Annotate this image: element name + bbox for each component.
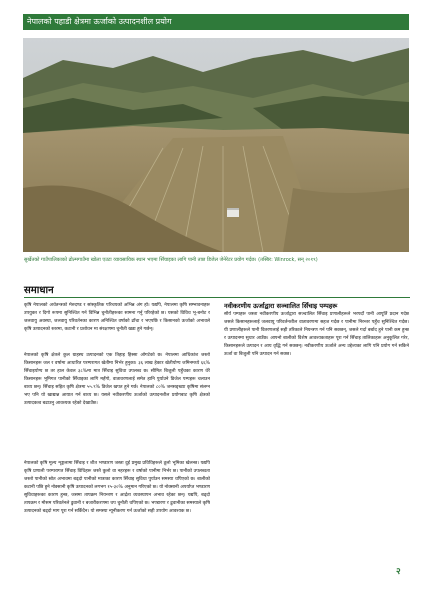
- right-paragraph-1: सौर्य पम्पहरू जस्ता नवीकरणीय ऊर्जाद्वारा सञ्चालित सिँचाइ प्रणालीहरूले भरपर्दो पानी आपूर्ति प्रदान गर्दछ जसले किसानहरूलाई जलवायु परिवर्तनशील वातावरणमा सहज गर्दछ र पानीमा निरन्तर पहुँच सुनिश्चित गर्दछ। यी प्रणालीहरूले पानी वितरणलाई सही तरिकाले नियन्त्रण गर्न पनि सक्छन्, जसले गर्दा बर्बाद हुने पानी कम हुन्छ र उत्पादनमा सुधार आउँछ। आफ्नो बालीको विशेष आवश्यकताहरू पूरा गर्न सिँचाइ तालिकाहरू अनुकूलित गरेर, किसानहरूले उत्पादन र आय वृद्धि गर्न सक्छन्। नवीकरणीय ऊर्जाले अन्य उद्देश्यका लागि पनि प्रयोग गर्न सकिने ऊर्जा वा बिजुली पनि उत्पादन गर्न सक्छ।: [224, 312, 409, 357]
- landscape-photo: [23, 38, 409, 252]
- photo-caption: सुर्खेतको गाउँपालिकाको ढोल्मगाउँमा खोला एउटा व्यावसायिक स्थान भएमा सिँचाइका लागि पानी ताछ डिजेल जेनेरेटर प्रयोग गर्दछ। (तस्बिर: Winrock, सन् २०१९): [24, 257, 318, 263]
- header-title: नेपालको पहाडी क्षेत्रमा ऊर्जाको उत्पादनशील प्रयोग: [27, 17, 172, 26]
- subsection-heading: नवीकरणीय ऊर्जाद्वारा सञ्चालित सिँचाइ पम्पहरू: [224, 302, 338, 310]
- section-divider: [24, 297, 410, 298]
- section-title: समाधान: [24, 285, 54, 296]
- left-paragraph-2: नेपालको कृषि क्षेत्रले कुल ग्राहस्थ उत्पादनको एक तिहाइ हिस्सा ओगटेको छ। नेपालमा आधिकांश जस्तो किसानहरू जल र वर्षामा आधारित परम्परागत खेतीमा निर्भर हुनुका। ३६ लाख हेक्टर खेतीयोग्य जमिनमध्ये ६६% सिँचाइयोग्य छ तर हाल केवल ३८%मा मात्र सिँचाइ सुविधा उपलब्ध छ। सीमित बिजुली पहुँचका कारण धेरै किसानहरू भूमिगत पानीको सिँचाइका लागि महँगो, वातावरणलाई समेत हानि पुर्याउने डिजेल पम्पहरू चलाउन बाध्य छन्। सिँचाइ सहित कृषि क्षेत्रमा ५५.९% डिजेल खपत हुने गर्छ। नेपालको ८०% जनसङ्ख्या कृषिमा संलग्न भए पनि यो खाद्यान्न आयात गर्न बाध्य छ। यसले नवीकरणीय ऊर्जाको उत्पादनशील प्रयोगबाट कृषि क्षेत्रको उत्पादकत्व बढाउनु आवश्यक रहेको देखाउँछ।: [24, 353, 210, 406]
- page-number: २: [396, 567, 401, 577]
- left-paragraph-3: नेपालको कृषि मूल्य शृङ्खलामा सिँचाइ र शीत भण्डारण जस्ता दुई प्रमुख प्रविधिहरूले ठूलो भूमिका खेलन्छ। यद्यपि कृषि प्रणाली परम्परागत सिँचाइ विधिहरू जस्तै कुलो वा नहरहरू र वर्षाको पानीमा निर्भर छ। पानीको उपलब्धता जस्तो पानीको स्रोत अभावमा बढ्दो पानीको मात्राका कारण सिँचाइ सुविधा पुर्याउन समस्या थपिएको छ। बालीको कटानी पछि हुने नोक्सानी कृषि उत्पादनको लगभग १५-३०% अनुमान गरिएको छ। यो नोक्सानी अपर्याप्त भण्डारण सुविधाहरूका कारण हुन्छ, जसमा तापक्रम नियन्त्रण र आर्द्रता व्यवस्थापन अभाव रहेका छन्। यद्यपि, बढ्दो तापक्रम र मौसम परिवर्तनले ढुवानी र बजारीकरणमा थप चुनौती थपिएको छ। भण्डारण र ढुवानीका समस्याले कृषि उत्पादनको बढ्दो माग पूरा गर्न सकिँदैन। यो समस्या न्यूनीकरण गर्न ऊर्जाको सही उपयोग आवश्यक छ।: [24, 461, 210, 514]
- left-paragraph-1: कृषि नेपालको अर्थतन्त्रको मेरुदण्ड र सांस्कृतिक परिचयको अभिन्न अंग हो। यद्यपि, नेपालमा कृषि सम्भावनाहरू उपयुक्त र दिगो रूपमा सुनिश्चित गर्न विभिन्न चुनौतीहरूका सामना गर्नु परिरहेको छ। यसको विविध भू-बनोट र जलवायु अवस्था, जलवायु परिवर्तनका कारण अनिश्चित वर्षाको ढाँचा र भएपछि र किसानको ऊर्जाको अभावले कृषि उत्पादनको स्तरमा, कटानी र प्रशोधन मा संरक्षणमा चुनौती खडा हुने गर्छन्।: [24, 303, 210, 332]
